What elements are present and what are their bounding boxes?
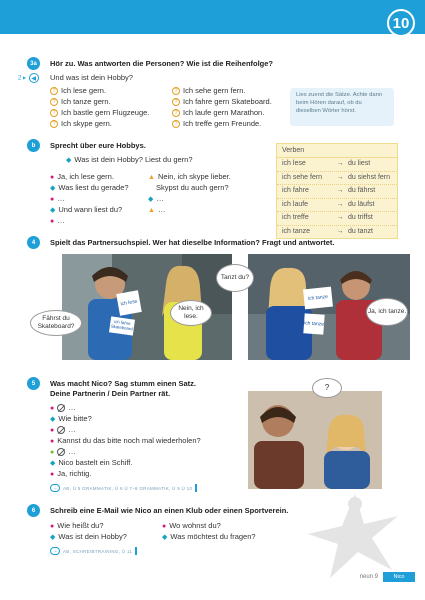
dot-bullet-icon: ● [50,427,55,434]
verb-row: ich tanze → du tanzt [282,227,373,235]
answer-right-3: ? Ich laufe gern Marathon. [172,108,264,117]
dot-bullet-icon: ● [50,471,55,478]
exercise-3a-instruction: Hör zu. Was antworten die Personen? Wie ist die Reihenfolge? [50,59,274,68]
exercise-4-instruction: Spielt das Partnersuchspiel. Wer hat dieselbe Information? Fragt und antwortet. [50,238,335,247]
page-number: neun 9 [359,574,378,580]
dialogue-left-5: ● … [50,216,65,225]
dialogue-right-4: ▲ … [148,205,166,214]
exercise-6-number: 6 [27,504,40,517]
reference-text: AB, Ü 5 GRAMMATIK, Ü 6 Ü 7–8 GRAMMATIK, Ü 9 Ü 10 [63,485,193,491]
top-banner [0,0,425,34]
email-question-3: ● Wo wohnst du? [162,521,221,530]
verb-table [276,143,398,239]
exercise-3a-question: Und was ist dein Hobby? [50,73,133,82]
guess-line-2: ◆ Wie bitte? [50,414,92,423]
question-mark-icon: ? [50,109,58,117]
diamond-bullet-icon: ◆ [50,185,56,192]
reference-end-mark [195,484,197,492]
guess-line-5: ● … [50,447,76,456]
arrow-right-icon: → [50,484,60,492]
exercise-3b-prompt: ◆ Was ist dein Hobby? Liest du gern? [66,155,193,164]
speech-bubble: Tanzt du? [216,264,254,292]
exercise-5-instruction-1: Was macht Nico? Sag stumm einen Satz. [50,379,197,388]
email-question-1: ● Wie heißt du? [50,521,104,530]
dot-bullet-icon: ● [50,218,55,225]
answer-left-3: ? Ich bastle gern Flugzeuge. [50,108,149,117]
email-question-2: ◆ Was ist dein Hobby? [50,532,127,541]
audio-track-button[interactable] [18,73,39,83]
page-flag: Nico [383,572,415,582]
info-card: ich fahre Skateboard [109,316,135,335]
verb-table-header: Verben [277,144,397,158]
verb-row: ich lese → du liest [277,158,397,172]
diamond-bullet-icon: ◆ [50,534,56,541]
dot-bullet-icon: ● [50,174,55,181]
triangle-bullet-icon: ▲ [148,207,155,214]
question-mark-icon: ? [50,120,58,128]
diamond-bullet-icon: ◆ [148,196,154,203]
dialogue-left-3: ● … [50,194,65,203]
reference-bar-ex6[interactable] [50,546,137,556]
answer-left-1: ? Ich lese gern. [50,86,106,95]
mute-icon [57,404,65,412]
question-mark-icon: ? [172,87,180,95]
dot-bullet-icon: ● [50,438,55,445]
exercise-3a-number: 3a [27,57,40,70]
dot-bullet-icon: ● [50,405,55,412]
thought-bubble: ? [312,378,342,398]
unit-number-badge: 10 [387,9,415,37]
info-card: ich lese [116,290,141,315]
verb-row: ich fahre → du fährst [277,185,397,199]
speech-bubble: Nein, ich lese. [170,300,212,326]
reference-bar-ex5[interactable] [50,483,197,493]
exercise-3b-instruction: Sprecht über eure Hobbys. [50,141,146,150]
question-mark-icon: ? [50,87,58,95]
dialogue-right-2: Skypst du auch gern? [156,183,229,192]
verb-row: ich treffe → du triffst [277,212,397,226]
info-card: ich tanze [303,313,324,334]
dialogue-right-3: ◆ … [148,194,164,203]
question-mark-icon: ? [172,98,180,106]
diamond-bullet-icon: ◆ [50,207,56,214]
dot-bullet-icon: ● [50,449,55,456]
guess-line-6: ◆ Nico bastelt ein Schiff. [50,458,133,467]
info-card: ich tanze [303,287,333,310]
dot-bullet-icon: ● [50,196,55,203]
mute-icon [57,448,65,456]
exercise-6-instruction: Schreib eine E-Mail wie Nico an einen Klub oder einen Sportverein. [50,506,289,515]
reference-end-mark [135,547,137,555]
exercise-5-number: 5 [27,377,40,390]
dialogue-left-4: ◆ Und wann liest du? [50,205,123,214]
audio-track-label: 2 ▸ [18,75,27,82]
answer-right-2: ? Ich fahre gern Skateboard. [172,97,272,106]
question-mark-icon: ? [172,109,180,117]
reference-text: AB, SCHREIBTRAINING, Ü 11 [63,548,133,554]
dot-bullet-icon: ● [162,523,167,530]
guess-line-3: ● … [50,425,76,434]
diamond-bullet-icon: ◆ [50,416,56,423]
verb-row: ich sehe fern → du siehst fern [277,172,397,186]
diamond-bullet-icon: ◆ [162,534,168,541]
dot-bullet-icon: ● [50,523,55,530]
speech-bubble: Ja, ich tanze. [366,298,408,326]
question-mark-icon: ? [172,120,180,128]
diamond-bullet-icon: ◆ [66,157,72,164]
exercise-5-instruction-2: Deine Partnerin / Dein Partner rät. [50,389,171,398]
answer-left-4: ? Ich skype gern. [50,119,112,128]
speaker-icon: ◀ [29,73,39,83]
diamond-bullet-icon: ◆ [50,460,56,467]
dialogue-left-2: ◆ Was liest du gerade? [50,183,129,192]
tip-box: Lies zuerst die Sätze. Achte dann beim Hören darauf, ob du dieselben Wörter hörst. [290,88,394,126]
verb-row: ich laufe → du läufst [277,199,397,213]
guess-line-4: ● Kannst du das bitte noch mal wiederholen? [50,436,201,445]
exercise-3b-number: b [27,139,40,152]
question-mark-icon: ? [50,98,58,106]
guess-line-7: ● Ja, richtig. [50,469,92,478]
answer-right-1: ? Ich sehe gern fern. [172,86,246,95]
photo-illustration [248,391,382,489]
answer-right-4: ? Ich treffe gern Freunde. [172,119,261,128]
mute-icon [57,426,65,434]
photo-silent-guess [248,391,382,489]
dialogue-left-1: ● Ja, ich lese gern. [50,172,114,181]
guess-line-1: ● … [50,403,76,412]
arrow-right-icon: → [50,547,60,555]
email-question-4: ◆ Was möchtest du fragen? [162,532,256,541]
speech-bubble: Fährst du Skateboard? [30,310,82,336]
answer-left-2: ? Ich tanze gern. [50,97,111,106]
dialogue-right-1: ▲ Nein, ich skype lieber. [148,172,231,181]
triangle-bullet-icon: ▲ [148,174,155,181]
exercise-4-number: 4 [27,236,40,249]
decorative-star-figure [300,486,410,586]
